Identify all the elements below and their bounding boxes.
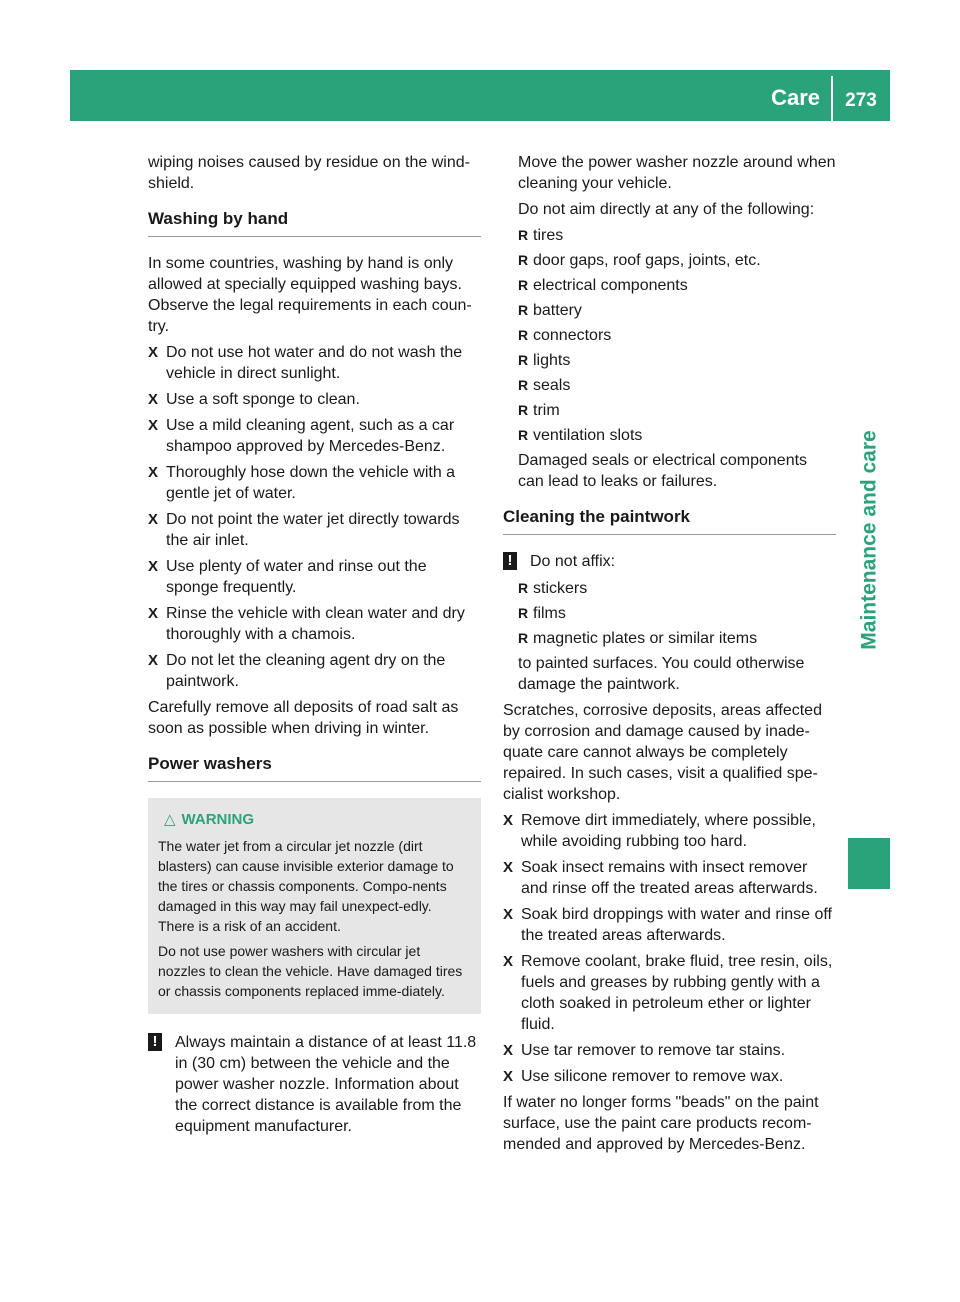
list-item: R ventilation slots xyxy=(518,427,643,444)
paint-step: X Remove coolant, brake fluid, tree resin, oils, fuels and greases by rubbing gently with a cloth soaked in petroleum ether or lighter fluid. xyxy=(503,953,833,1033)
intro-text: wiping noises caused by residue on the wind-shield. xyxy=(148,154,470,192)
salt-note: Carefully remove all deposits of road salt as soon as possible when driving in winter. xyxy=(148,699,459,737)
list-item: R connectors xyxy=(518,327,612,344)
washing-step: X Do not use hot water and do not wash the vehicle in direct sunlight. xyxy=(148,344,463,382)
warning-title: △ WARNING xyxy=(164,811,255,828)
damaged-note: Damaged seals or electrical components can lead to leaks or failures. xyxy=(518,452,808,490)
bullet-icon: R xyxy=(518,427,529,443)
washing-step: X Do not point the water jet directly towards the air inlet. xyxy=(148,511,460,549)
warning-text: The water jet from a circular jet nozzle (dirt blasters) can cause invisible exterior damage to the tires or chassis components. Compo-nents damaged in this way may fail unexpect-edly. There is a risk of an accident. xyxy=(158,838,454,934)
washing-step: X Use a mild cleaning agent, such as a car shampoo approved by Mercedes-Benz. xyxy=(148,417,455,455)
warning-box xyxy=(148,798,481,1014)
bullet-icon: R xyxy=(518,352,529,368)
washing-step: X Use plenty of water and rinse out the sponge frequently. xyxy=(148,558,427,596)
affix-tail: to painted surfaces. You could otherwise damage the paintwork. xyxy=(518,655,805,693)
aim-list xyxy=(503,225,836,446)
arrow-icon: X xyxy=(503,1068,514,1085)
arrow-icon: X xyxy=(148,511,159,528)
list-item: R magnetic plates or similar items xyxy=(518,630,758,647)
left-column xyxy=(148,152,481,1143)
affix-note: ! Do not affix: xyxy=(503,551,836,572)
bullet-icon: R xyxy=(518,252,529,268)
arrow-icon: X xyxy=(503,906,514,923)
arrow-icon: X xyxy=(148,464,159,481)
warning-text: Do not use power washers with circular jet nozzles to clean the vehicle. Have damaged tires or chassis components replaced imme-diately. xyxy=(158,943,463,999)
list-item: R tires xyxy=(518,227,564,244)
right-column xyxy=(503,152,836,1160)
paintwork-heading: Cleaning the paintwork xyxy=(503,506,836,535)
washing-step: X Do not let the cleaning agent dry on the paintwork. xyxy=(148,652,446,690)
bullet-icon: R xyxy=(518,630,529,646)
warning-triangle-icon: △ xyxy=(164,811,176,828)
arrow-icon: X xyxy=(148,558,159,575)
do-not-aim-text: Do not aim directly at any of the following: xyxy=(518,201,815,218)
washing-step: X Use a soft sponge to clean. xyxy=(148,391,360,408)
bullet-icon: R xyxy=(518,277,529,293)
paint-step: X Remove dirt immediately, where possible, while avoiding rubbing too hard. xyxy=(503,812,816,850)
bullet-icon: R xyxy=(518,402,529,418)
side-tab-label: Maintenance and care xyxy=(857,430,881,650)
arrow-icon: X xyxy=(503,953,514,970)
move-nozzle-text: Move the power washer nozzle around when cleaning your vehicle. xyxy=(518,154,836,192)
list-item: R films xyxy=(518,605,566,622)
bullet-icon: R xyxy=(518,605,529,621)
power-washers-heading: Power washers xyxy=(148,753,481,782)
section-title: Care xyxy=(771,85,820,110)
list-item: R battery xyxy=(518,302,582,319)
exclamation-icon: ! xyxy=(148,1033,162,1051)
paint-step: X Use silicone remover to remove wax. xyxy=(503,1068,784,1085)
list-item: R trim xyxy=(518,402,560,419)
arrow-icon: X xyxy=(148,652,159,669)
list-item: R seals xyxy=(518,377,571,394)
arrow-icon: X xyxy=(148,417,159,434)
list-item: R lights xyxy=(518,352,571,369)
bullet-icon: R xyxy=(518,227,529,243)
bullet-icon: R xyxy=(518,327,529,343)
beads-note: If water no longer forms "beads" on the paint surface, use the paint care products recom-mended and approved by Mercedes-Benz. xyxy=(503,1094,819,1153)
paint-step: X Soak bird droppings with water and rinse off the treated areas afterwards. xyxy=(503,906,832,944)
arrow-icon: X xyxy=(503,859,514,876)
arrow-icon: X xyxy=(148,344,159,361)
scratches-text: Scratches, corrosive deposits, areas affected by corrosion and damage caused by inade-quate care cannot always be completely repaired. In such cases, visit a qualified spe-cialist workshop. xyxy=(503,702,822,803)
bullet-icon: R xyxy=(518,580,529,596)
bullet-icon: R xyxy=(518,302,529,318)
exclamation-icon: ! xyxy=(503,552,517,570)
header-divider xyxy=(831,76,833,121)
affix-list xyxy=(503,578,836,649)
washing-intro: In some countries, washing by hand is only allowed at specially equipped washing bays. Observe the legal requirements in each coun-try. xyxy=(148,255,472,335)
bullet-icon: R xyxy=(518,377,529,393)
washing-step: X Rinse the vehicle with clean water and dry thoroughly with a chamois. xyxy=(148,605,465,643)
washing-step: X Thoroughly hose down the vehicle with a gentle jet of water. xyxy=(148,464,456,502)
page-number: 273 xyxy=(845,90,877,111)
distance-note: ! Always maintain a distance of at least 11.8 in (30 cm) between the vehicle and the power washer nozzle. Information about the correct distance is available from the equipment manufacturer. xyxy=(148,1032,481,1137)
side-tab-marker xyxy=(848,838,890,889)
list-item: R stickers xyxy=(518,580,588,597)
arrow-icon: X xyxy=(148,605,159,622)
arrow-icon: X xyxy=(503,1042,514,1059)
washing-heading: Washing by hand xyxy=(148,208,481,237)
arrow-icon: X xyxy=(148,391,159,408)
paint-step: X Use tar remover to remove tar stains. xyxy=(503,1042,786,1059)
arrow-icon: X xyxy=(503,812,514,829)
list-item: R door gaps, roof gaps, joints, etc. xyxy=(518,252,761,269)
paint-step: X Soak insect remains with insect remover and rinse off the treated areas afterwards. xyxy=(503,859,818,897)
list-item: R electrical components xyxy=(518,277,688,294)
